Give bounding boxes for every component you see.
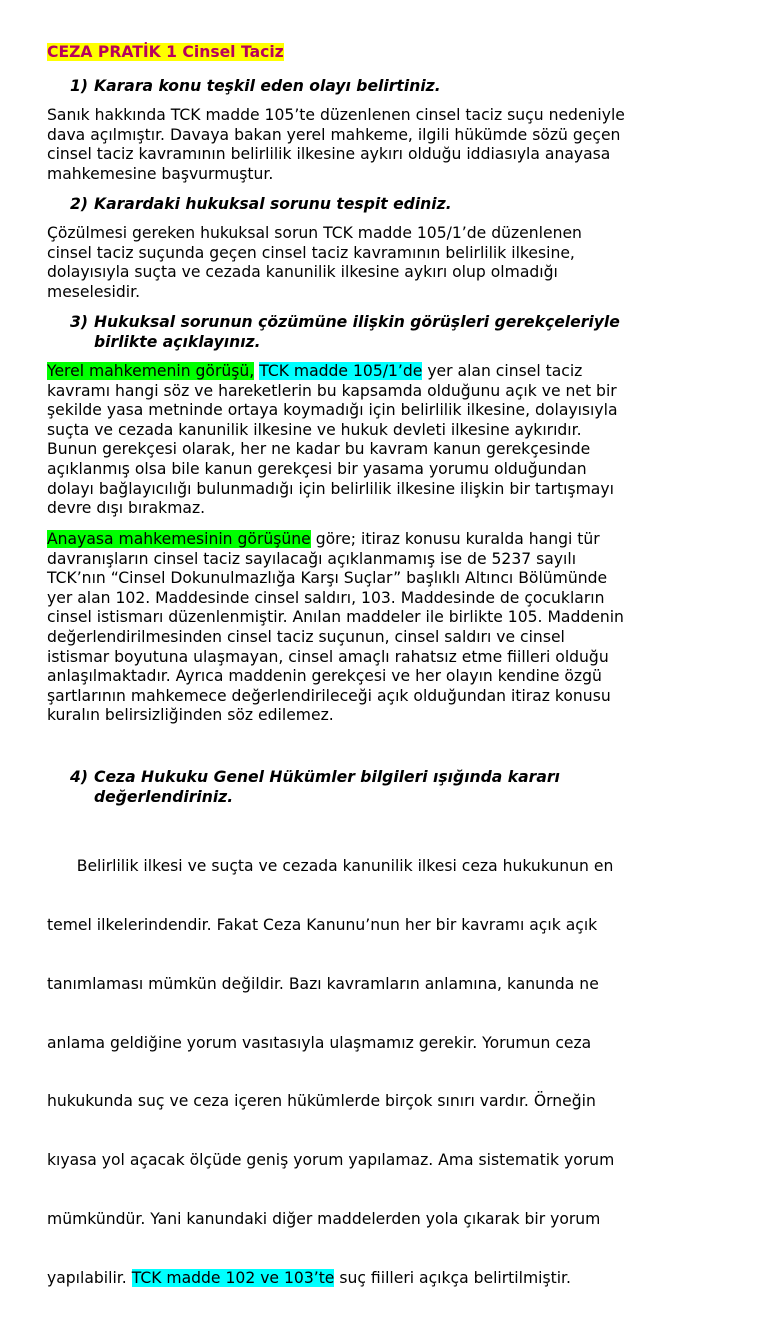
question-1-text: Karara konu teşkil eden olayı belirtiniz. [94, 77, 441, 95]
highlight-cyan: TCK madde 102 ve 103’te [131, 1268, 335, 1287]
paragraph-4-line: şartlarının mahkemece değerlendirileceği açık olduğundan itiraz konusu [47, 686, 611, 705]
title-highlight: CEZA PRATİK 1 Cinsel Taciz [47, 43, 284, 61]
paragraph-3-line: dolayı bağlayıcılığı bulunmadığı için belirlilik ilkesine ilişkin bir tartışmayı [47, 479, 614, 498]
paragraph-4-line: TCK’nın “Cinsel Dokunulmazlığa Karşı Suçlar” başlıklı Altıncı Bölümünde [47, 569, 608, 588]
paragraph-5-line: kıyasa yol açacak ölçüde geniş yorum yapılamaz. Ama sistematik yorum [47, 1151, 615, 1170]
paragraph-4-line: istismar boyutuna ulaşmayan, cinsel amaçlı rahatsız etme fiilleri olduğu [47, 647, 609, 666]
paragraph-1 [47, 106, 723, 184]
highlight-cyan: TCK madde 105/1’de [259, 362, 423, 380]
paragraph-3-line: açıklanmış olsa bile kanun gerekçesi bir yasama yorumu olduğundan [47, 459, 587, 478]
paragraph-2-line: Çözülmesi gereken hukuksal sorun TCK madde 105/1’de düzenlenen [47, 224, 582, 242]
paragraph-5-line: Belirlilik ilkesi ve suçta ve cezada kanunilik ilkesi ceza hukukunun en [47, 857, 614, 876]
paragraph-5-line: temel ilkelerindendir. Fakat Ceza Kanunu’nun her bir kavramı açık açık [47, 915, 598, 934]
question-3-text: Hukuksal sorunun çözümüne ilişkin görüşleri gerekçeleriyle [94, 313, 620, 331]
highlight-green: Yerel mahkemenin görüşü, [47, 362, 255, 380]
paragraph-4-first-line [47, 530, 723, 550]
paragraph-3-line: kavramı hangi söz ve hareketlerin bu kapsamda olduğunu açık ve net bir [47, 381, 617, 400]
paragraph-1-line: mahkemesine başvurmuştur. [47, 164, 274, 183]
paragraph-5-line: mümkündür. Yani kanundaki diğer maddelerden yola çıkarak bir yorum [47, 1209, 601, 1228]
paragraph-2-line: cinsel taciz suçunda geçen cinsel taciz kavramının belirlilik ilkesine, [47, 243, 575, 262]
paragraph-4-line: davranışların cinsel taciz sayılacağı açıklanmamış ise de 5237 sayılı [47, 549, 577, 568]
highlight-green: Anayasa mahkemesinin görüşüne [47, 530, 311, 548]
paragraph-3-line: devre dışı bırakmaz. [47, 499, 206, 518]
paragraph-4-line: kuralın belirsizliğinden söz edilemez. [47, 706, 334, 725]
paragraph-3-first-rest: yer alan cinsel taciz [422, 362, 583, 380]
paragraph-4-first-rest: göre; itiraz konusu kuralda hangi tür [310, 530, 600, 548]
paragraph-5 [47, 818, 723, 1327]
question-2-number: 2) [70, 195, 88, 213]
paragraph-2 [47, 224, 723, 302]
paragraph-5-last-rest: suç fiilleri açıkça belirtilmiştir. [334, 1268, 571, 1287]
paragraph-4-line: anlaşılmaktadır. Ayrıca maddenin gerekçesi ve her olayın kendine özgü [47, 667, 602, 686]
question-1 [70, 77, 441, 97]
question-4-number: 4) [70, 768, 88, 786]
paragraph-3-line: şekilde yasa metninde ortaya koymadığı için belirlilik ilkesine, dolayısıyla [47, 401, 618, 420]
paragraph-2-line: dolayısıyla suçta ve cezada kanunilik ilkesine aykırı olup olmadığı [47, 263, 558, 282]
paragraph-5-line: hukukunda suç ve ceza içeren hükümlerde birçok sınırı vardır. Örneğin [47, 1092, 596, 1111]
paragraph-1-line: dava açılmıştır. Davaya bakan yerel mahkeme, ilgili hükümde sözü geçen [47, 125, 621, 144]
question-3-text-cont: birlikte açıklayınız. [94, 332, 261, 351]
paragraph-4-line: yer alan 102. Maddesinde cinsel saldırı, 103. Maddesinde de çocukların [47, 588, 605, 607]
paragraph-5-last-line [47, 1269, 723, 1289]
question-3-number: 3) [70, 313, 88, 331]
paragraph-1-line: cinsel taciz kavramının belirlilik ilkesine aykırı olduğu iddiasıyla anayasa [47, 145, 611, 164]
question-4 [70, 768, 560, 807]
paragraph-3-line: Bunun gerekçesi olarak, her ne kadar bu kavram kanun gerekçesinde [47, 440, 591, 459]
paragraph-5-last-pre: yapılabilir. [47, 1268, 132, 1287]
question-2 [70, 195, 452, 215]
paragraph-5-line: anlama geldiğine yorum vasıtasıyla ulaşmamız gerekir. Yorumun ceza [47, 1033, 592, 1052]
question-1-number: 1) [70, 77, 88, 95]
paragraph-3-line: suçta ve cezada kanunilik ilkesine ve hukuk devleti ilkesine aykırıdır. [47, 420, 582, 439]
question-4-text: Ceza Hukuku Genel Hükümler bilgileri ışığında kararı [94, 768, 560, 786]
paragraph-3 [47, 362, 723, 519]
question-2-text: Karardaki hukuksal sorunu tespit ediniz. [94, 195, 452, 213]
paragraph-5-line: tanımlaması mümkün değildir. Bazı kavramların anlamına, kanunda ne [47, 974, 599, 993]
paragraph-2-line: meselesidir. [47, 282, 141, 301]
paragraph-4-line: değerlendirilmesinden cinsel taciz suçunun, cinsel saldırı ve cinsel [47, 627, 565, 646]
paragraph-3-first-line [47, 362, 723, 382]
question-4-text-cont: değerlendiriniz. [94, 787, 234, 806]
paragraph-4-line: cinsel istismarı düzenlenmiştir. Anılan maddeler ile birlikte 105. Maddenin [47, 608, 624, 627]
paragraph-1-line: Sanık hakkında TCK madde 105’te düzenlenen cinsel taciz suçu nedeniyle [47, 106, 625, 124]
question-3 [70, 313, 620, 352]
document-title [47, 42, 284, 62]
paragraph-4 [47, 530, 723, 726]
